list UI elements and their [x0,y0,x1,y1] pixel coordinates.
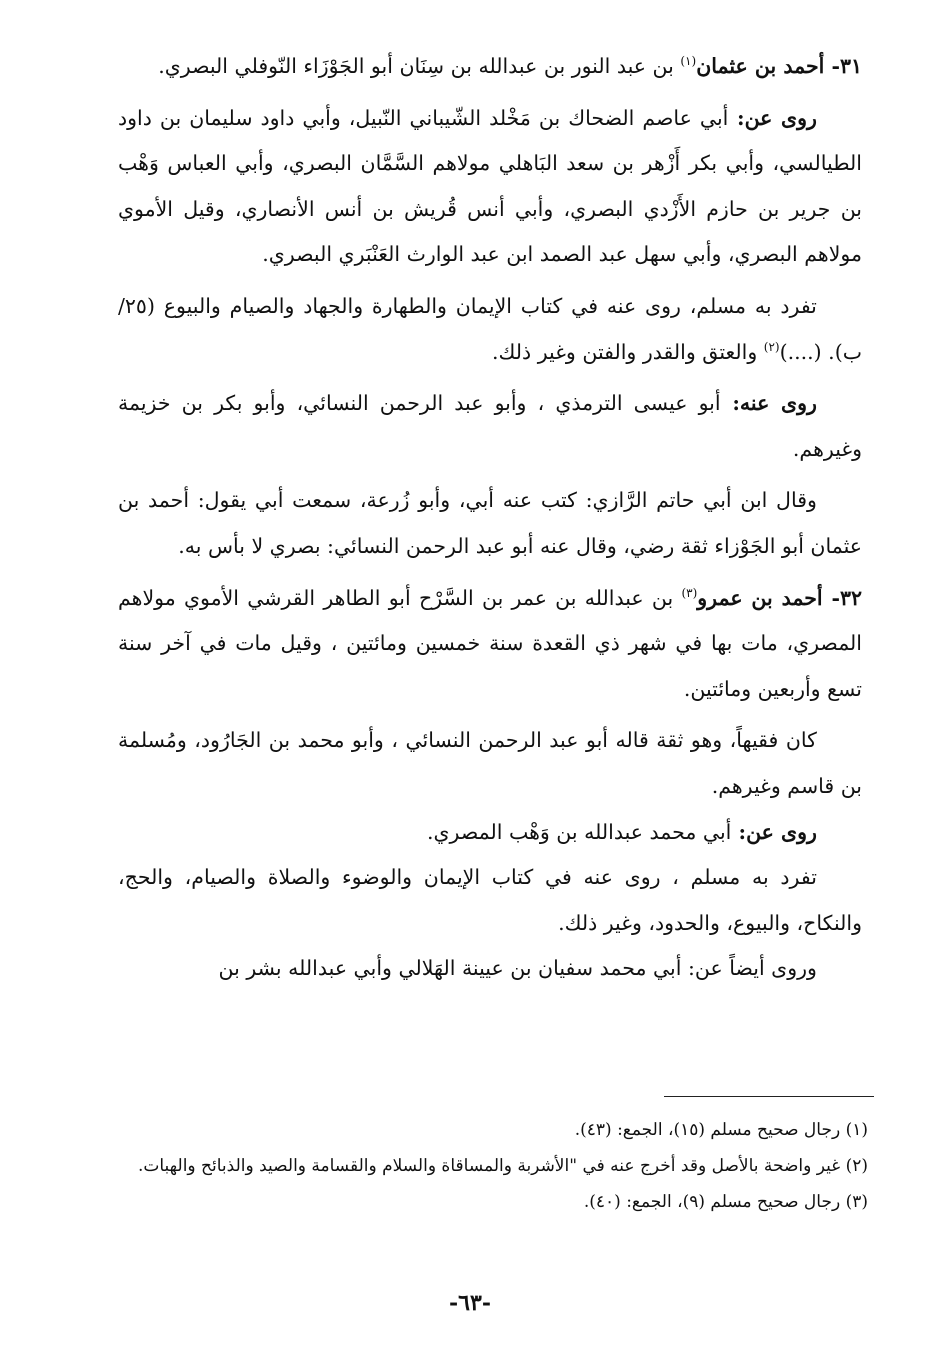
narrated-from-label: روى عن: [728,105,817,130]
entry-32-teachers [118,810,862,856]
narrated-by-label: روى عنه: [720,391,817,416]
narrated-from-label: روى عن: [731,819,817,844]
entry-31-teachers [118,96,862,278]
entry-32-muslim-chapters: تفرد به مسلم ، روى عنه في كتاب الإيمان والوضوء والصلاة والصيام، والحج، والنكاح، والبيوع، والحدود، وغير ذلك. [118,865,862,935]
footnote-ref-3: (٣) [681,585,698,600]
entry-32-title: ٣٢- أحمد بن عمرو [697,585,862,610]
entry-32-grading: كان فقيهاً، وهو ثقة قاله أبو عبد الرحمن النسائي ، وأبو محمد بن الجَارُود، ومُسلمة بن قاسم وغيرهم. [118,728,862,798]
entry-32-lineage: بن عبدالله بن عمر بن السَّرْح أبو الطاهر القرشي الأموي مولاهم المصري، مات بها في شهر ذي القعدة سنة خمسين ومائتين ، وقيل مات في آخر سنة تسع وأربعين ومائتين. [118,585,862,701]
footnote-divider [664,1096,874,1097]
teachers-list: أبي عاصم الضحاك بن مَخْلد الشّيباني النّبيل، وأبي داود سليمان بن داود الطيالسي، وأبي بكر أَزْهر بن سعد البَاهلي مولاهم السَّمَّان البصري، وأبي العباس وَهْب بن جرير بن حازم الأَزْدي البصري، وأبي أنس قُريش بن أنس الأنصاري، وقيل الأموي مولاهم البصري، وأبي سهل عبد الصمد ابن عبد الوارث العَنْبَري البصري. [118,105,862,267]
entry-32-also-narrated: وروى أيضاً عن: أبي محمد سفيان بن عيينة الهَلالي وأبي عبدالله بشر بن [218,956,817,981]
footnote-ref-1: (١) [680,54,697,69]
footnote-3: (٣) رجال صحيح مسلم (٩)، الجمع: (٤٠). [583,1192,868,1212]
entry-31-heading [118,44,862,90]
entry-31-lineage: بن عبد النور بن عبدالله بن سِنَان أبو الجَوْزَاء النّوفلي البصري. [158,54,681,78]
entry-32-heading [118,576,862,713]
footnote-1: (١) رجال صحيح مسلم (١٥)، الجمع: (٤٣). [574,1120,868,1140]
teachers-list: أبي محمد عبدالله بن وَهْب المصري. [426,819,732,844]
footnotes [118,1112,868,1220]
entry-31-grading: وقال ابن أبي حاتم الرَّازي: كتب عنه أبي، وأبو زُرعة، سمعت أبي يقول: أحمد بن عثمان أبو الجَوْزاء ثقة رضي، وقال عنه أبو عبد الرحمن النسائي: بصري لا بأس به. [118,488,862,558]
muslim-chapters-text: تفرد به مسلم، روى عنه في كتاب الإيمان والطهارة والجهاد والصيام والبيوع (٢٥/ ب). (....) [118,293,862,364]
page-number: -٦٣- [449,1290,491,1316]
entry-31-title: ٣١- أحمد بن عثمان [696,54,862,78]
students-list: أبو عيسى الترمذي ، وأبو عبد الرحمن النسائي، وأبو بكر بن خزيمة وغيرهم. [118,391,862,461]
footnote-ref-2: (٢) [763,339,780,354]
entry-31-students [118,381,862,472]
entry-31-muslim-chapters [118,284,862,375]
muslim-chapters-continued: والعتق والقدر والفتن وغير ذلك. [492,339,764,364]
footnote-2: (٢) غير واضحة بالأصل وقد أخرج عنه في "الأشربة والمساقاة والسلام والقسامة والصيد والذبائح والهبات. [137,1156,868,1176]
